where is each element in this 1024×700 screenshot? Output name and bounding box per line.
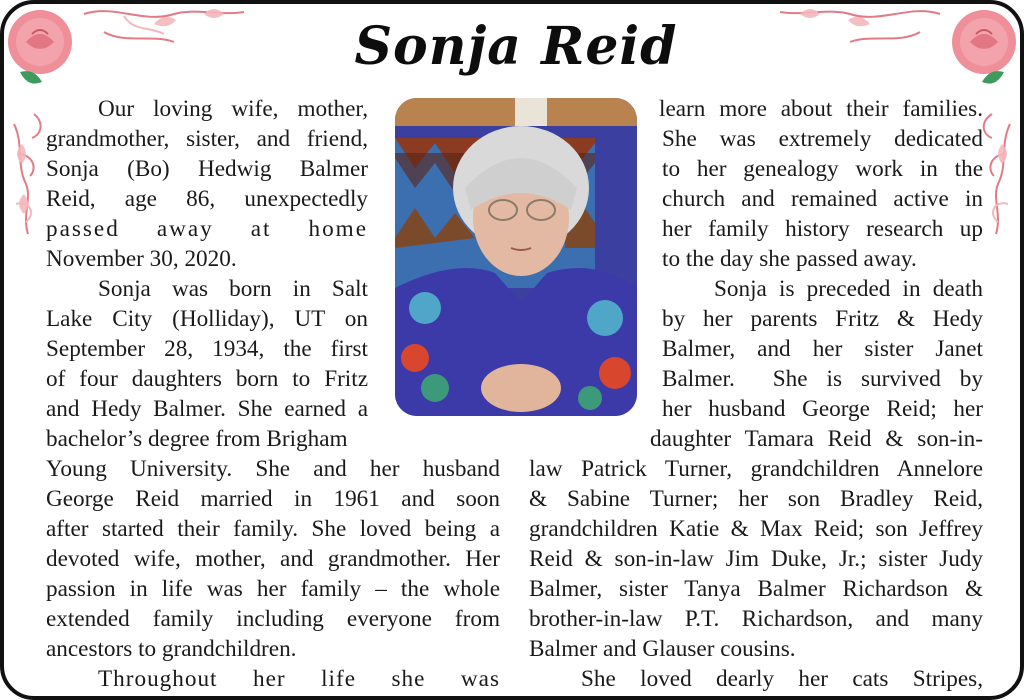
text-line: Reid & son-in-law Jim Duke, Jr.; sister Judy <box>529 546 983 572</box>
text-line: She loved dearly her cats Stripes, <box>581 666 983 692</box>
text-line: She was extremely dedicated <box>662 126 983 152</box>
text-line: Sonja is preceded in death <box>714 276 983 302</box>
text-line: her husband George Reid; her <box>662 396 983 422</box>
text-line: September 28, 1934, the first <box>46 336 368 362</box>
text-line: bachelor’s degree from Brigham <box>46 426 348 452</box>
text-line: brother-in-law P.T. Richardson, and many <box>529 606 983 632</box>
text-line: & Sabine Turner; her son Bradley Reid, <box>529 486 983 512</box>
text-line: Young University. She and her husband <box>46 456 500 482</box>
text-line: Throughout her life she was <box>98 666 500 692</box>
text-line: passed away at home <box>46 216 368 242</box>
text-line: to the day she passed away. <box>662 246 917 272</box>
text-line: Balmer, and her sister Janet <box>662 336 983 362</box>
text-line: grandmother, sister, and friend, <box>46 126 368 152</box>
text-line: Balmer. She is survived by <box>662 366 983 392</box>
text-line: devoted wife, mother, and grandmother. Her <box>46 546 500 572</box>
text-line: daughter Tamara Reid & son-in- <box>650 426 983 452</box>
text-line: Balmer and Glauser cousins. <box>529 636 796 662</box>
text-line: George Reid married in 1961 and soon <box>46 486 500 512</box>
text-line: Lake City (Holliday), UT on <box>46 306 368 332</box>
obituary-title: Sonja Reid <box>354 16 678 77</box>
text-line: Sonja was born in Salt <box>98 276 368 302</box>
text-line: her family history research up <box>662 216 983 242</box>
text-line: Balmer, sister Tanya Balmer Richardson & <box>529 576 983 602</box>
text-line: grandchildren Katie & Max Reid; son Jeffrey <box>529 516 983 542</box>
text-line: learn more about their families. <box>659 96 983 122</box>
text-line: passion in life was her family – the whole <box>46 576 500 602</box>
text-line: after started their family. She loved being a <box>46 516 500 542</box>
text-line: of four daughters born to Fritz <box>46 366 368 392</box>
text-line: and Hedy Balmer. She earned a <box>46 396 368 422</box>
text-line: by her parents Fritz & Hedy <box>662 306 983 332</box>
text-line: Our loving wife, mother, <box>98 96 368 122</box>
text-line: law Patrick Turner, grandchildren Annelore <box>529 456 983 482</box>
text-line: November 30, 2020. <box>46 246 237 272</box>
text-line: to her genealogy work in the <box>662 156 983 182</box>
portrait-image <box>395 98 637 416</box>
text-line: church and remained active in <box>662 186 983 212</box>
text-line: Reid, age 86, unexpectedly <box>46 186 368 212</box>
text-line: Sonja (Bo) Hedwig Balmer <box>46 156 368 182</box>
text-line: extended family including everyone from <box>46 606 500 632</box>
text-line: ancestors to grandchildren. <box>46 636 297 662</box>
portrait-photo <box>395 98 637 416</box>
